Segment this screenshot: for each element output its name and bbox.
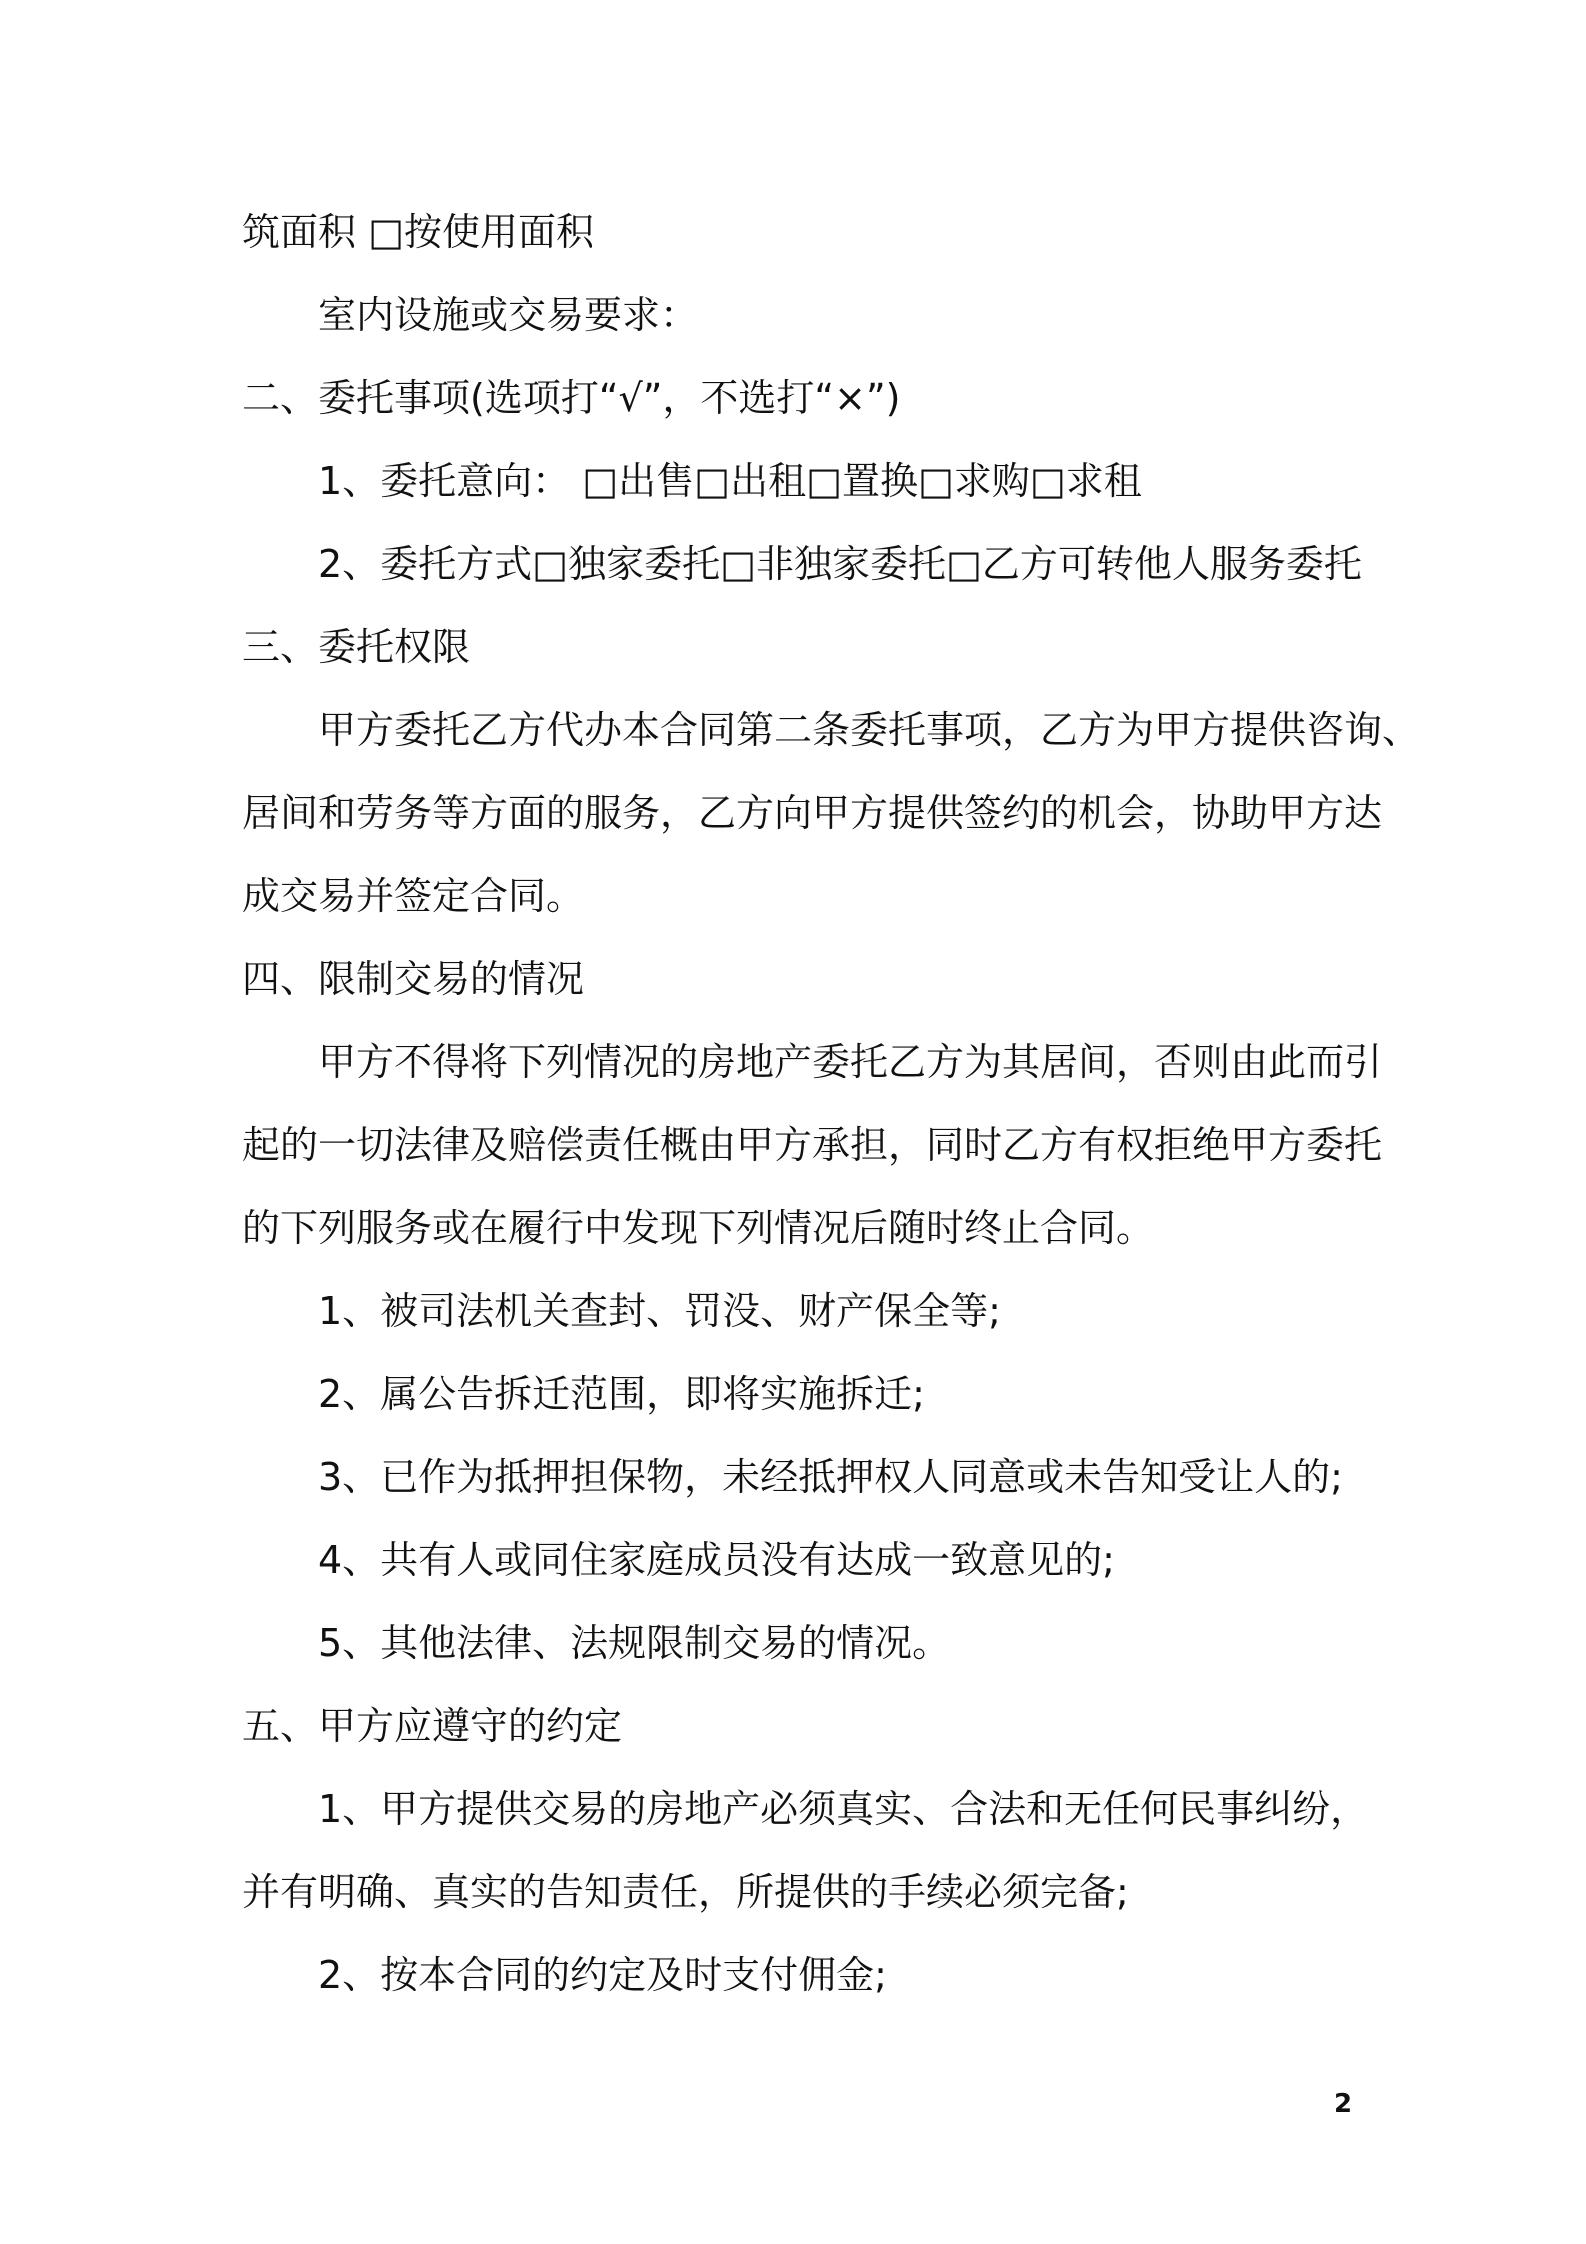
list-item: 1、被司法机关查封、罚没、财产保全等; — [318, 1289, 1001, 1333]
section-heading: 五、甲方应遵守的约定 — [242, 1704, 623, 1748]
text-line: 1、委托意向： □出售□出租□置换□求购□求租 — [318, 459, 1142, 503]
text-line: 居间和劳务等方面的服务，乙方向甲方提供签约的机会，协助甲方达 — [242, 791, 1383, 835]
list-item: 5、其他法律、法规限制交易的情况。 — [318, 1621, 951, 1665]
text-line: 的下列服务或在履行中发现下列情况后随时终止合同。 — [242, 1206, 1155, 1250]
text-line: 成交易并签定合同。 — [242, 874, 585, 918]
list-item: 4、共有人或同住家庭成员没有达成一致意见的; — [318, 1538, 1115, 1582]
text-line: 并有明确、真实的告知责任，所提供的手续必须完备; — [242, 1870, 1129, 1914]
section-heading: 二、委托事项(选项打“√”，不选打“×”) — [242, 376, 901, 420]
list-item: 2、按本合同的约定及时支付佣金; — [318, 1953, 887, 1997]
text-line: 筑面积 □按使用面积 — [242, 210, 594, 254]
section-heading: 四、限制交易的情况 — [242, 957, 585, 1001]
list-item: 3、已作为抵押担保物，未经抵押权人同意或未告知受让人的; — [318, 1455, 1343, 1499]
text-line: 起的一切法律及赔偿责任概由甲方承担，同时乙方有权拒绝甲方委托 — [242, 1123, 1383, 1167]
text-line: 2、委托方式□独家委托□非独家委托□乙方可转他人服务委托 — [318, 542, 1362, 586]
list-item: 2、属公告拆迁范围，即将实施拆迁; — [318, 1372, 925, 1416]
section-heading: 三、委托权限 — [242, 625, 471, 669]
list-item: 1、甲方提供交易的房地产必须真实、合法和无任何民事纠纷， — [318, 1787, 1369, 1831]
text-line: 甲方委托乙方代办本合同第二条委托事项，乙方为甲方提供咨询、 — [318, 708, 1421, 752]
text-line: 室内设施或交易要求： — [318, 293, 699, 337]
page-number: 2 — [1334, 2089, 1353, 2119]
text-line: 甲方不得将下列情况的房地产委托乙方为其居间，否则由此而引 — [318, 1040, 1383, 1084]
